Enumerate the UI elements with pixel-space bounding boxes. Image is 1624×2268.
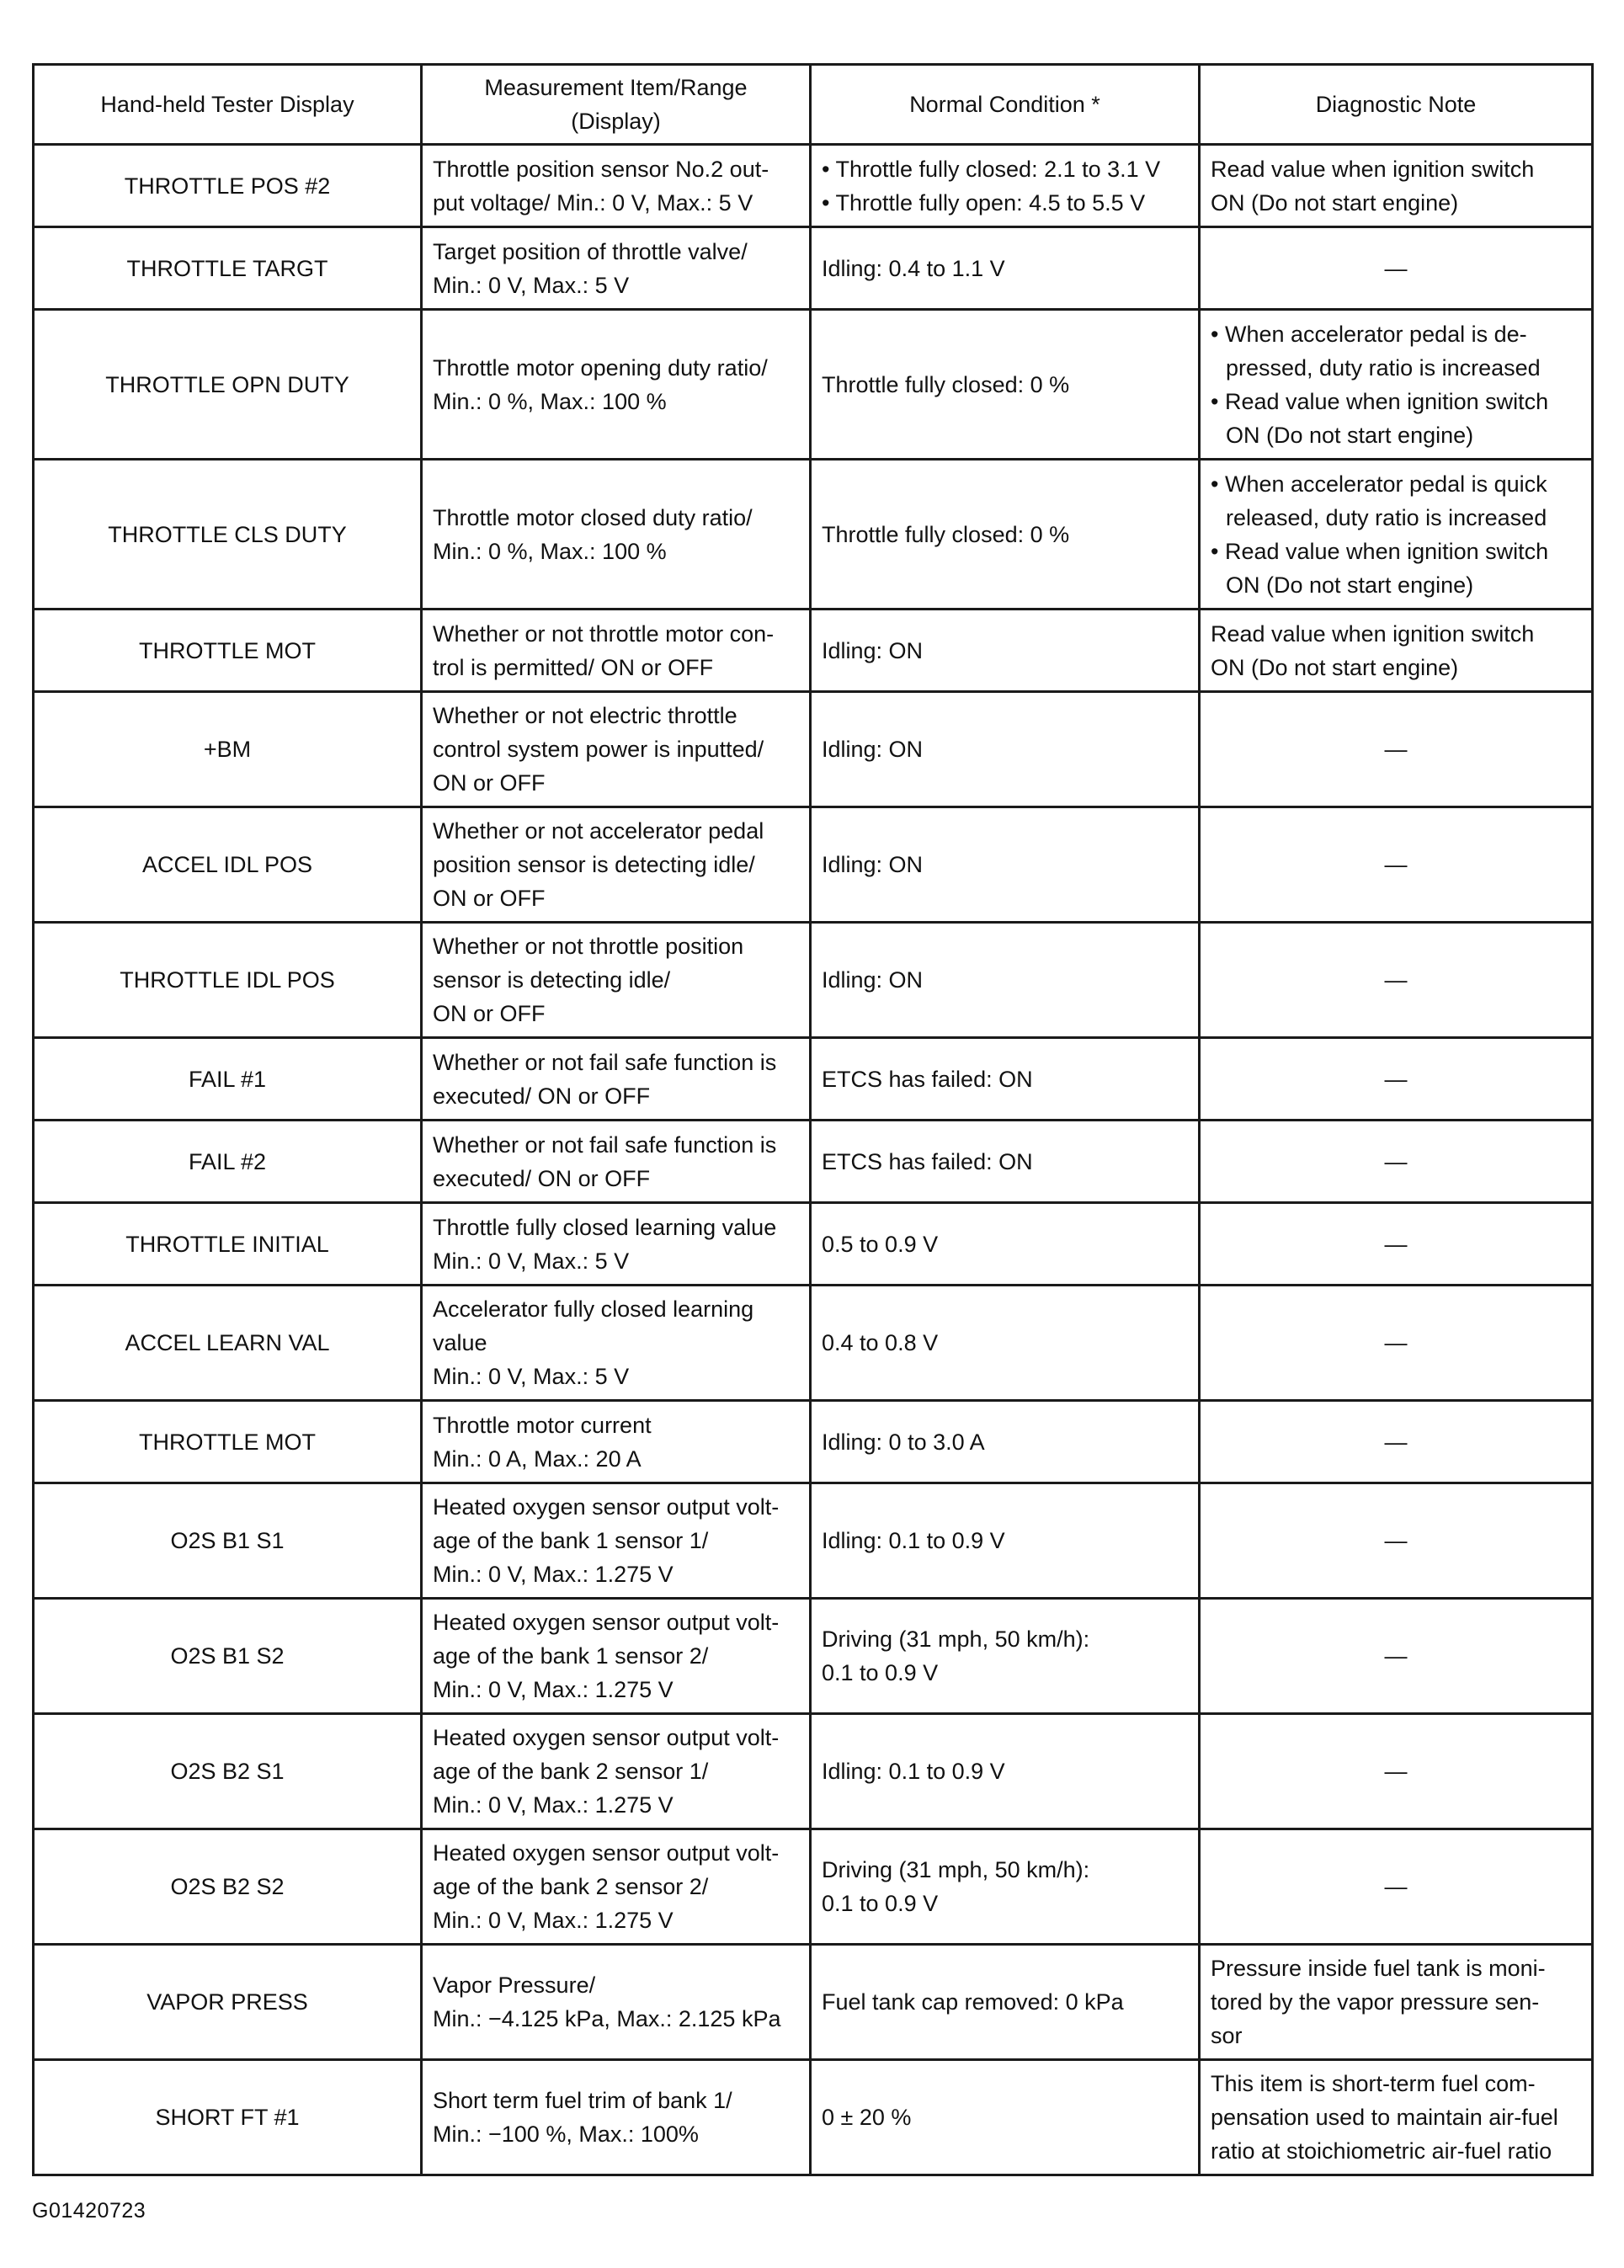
cell-text <box>1211 848 1581 881</box>
diagnostic-note-cell <box>1200 923 1593 1038</box>
cell-line: — <box>1384 1066 1408 1092</box>
cell-text <box>822 634 1188 668</box>
cell-line: Throttle position sensor No.2 out- <box>433 156 769 182</box>
cell-line: trol is permitted/ ON or OFF <box>433 654 714 680</box>
cell-line: — <box>1384 1330 1408 1355</box>
tester-display-cell: VAPOR PRESS <box>34 1945 422 2060</box>
diagnostic-note-cell <box>1200 227 1593 310</box>
header-normal-condition: Normal Condition * <box>811 65 1200 145</box>
tester-display-cell: THROTTLE OPN DUTY <box>34 310 422 460</box>
tester-display-cell: THROTTLE TARGT <box>34 227 422 310</box>
tester-display-cell: SHORT FT #1 <box>34 2060 422 2175</box>
cell-text <box>822 848 1188 881</box>
cell-line: • Throttle fully closed: 2.1 to 3.1 V <box>822 156 1161 182</box>
cell-line: Min.: 0 %, Max.: 100 % <box>433 538 667 564</box>
cell-text <box>822 252 1188 285</box>
measurement-range-cell <box>422 1286 811 1401</box>
cell-text <box>433 1490 799 1591</box>
cell-text <box>433 1046 799 1113</box>
cell-text <box>822 1754 1188 1788</box>
normal-condition-cell <box>811 1203 1200 1286</box>
tester-display-cell: O2S B2 S2 <box>34 1829 422 1945</box>
cell-line: pensation used to maintain air-fuel <box>1211 2105 1558 2130</box>
cell-line: ETCS has failed: ON <box>822 1148 1033 1174</box>
cell-line: Idling: 0.4 to 1.1 V <box>822 255 1005 281</box>
cell-line: age of the bank 1 sensor 2/ <box>433 1643 709 1669</box>
cell-text <box>822 1622 1188 1690</box>
cell-line: control system power is inputted/ <box>433 737 764 762</box>
cell-text <box>1211 963 1581 997</box>
cell-line: Min.: 0 V, Max.: 5 V <box>433 1364 630 1389</box>
table-row <box>34 310 1593 460</box>
cell-line: Idling: ON <box>822 637 924 663</box>
table-row <box>34 1599 1593 1714</box>
table-row <box>34 1203 1593 1286</box>
diagnostic-note-cell <box>1200 1945 1593 2060</box>
cell-text <box>1211 1227 1581 1261</box>
cell-line: Read value when ignition switch <box>1211 620 1535 647</box>
normal-condition-cell <box>811 1714 1200 1829</box>
cell-line: Idling: ON <box>822 852 924 877</box>
cell-line: — <box>1384 255 1408 281</box>
cell-line: pressed, duty ratio is increased <box>1226 354 1541 381</box>
cell-line: 0.4 to 0.8 V <box>822 1330 939 1355</box>
cell-text <box>433 1292 799 1393</box>
normal-condition-cell <box>811 1038 1200 1121</box>
measurement-range-cell <box>422 1945 811 2060</box>
cell-line: 0 ± 20 % <box>822 2105 912 2130</box>
cell-line: Heated oxygen sensor output volt- <box>433 1725 780 1750</box>
normal-condition-cell <box>811 145 1200 227</box>
cell-line: 0.5 to 0.9 V <box>822 1231 939 1257</box>
table-body <box>34 145 1593 2175</box>
cell-text <box>433 1836 799 1937</box>
measurement-range-cell <box>422 460 811 610</box>
cell-line: Idling: ON <box>822 737 924 762</box>
cell-line: • Read value when ignition switch <box>1211 538 1549 564</box>
tester-display-cell: O2S B1 S2 <box>34 1599 422 1714</box>
cell-line: • When accelerator pedal is quick <box>1211 471 1547 497</box>
cell-line: age of the bank 1 sensor 1/ <box>433 1528 709 1553</box>
cell-line: ratio at stoichiometric air-fuel ratio <box>1211 2138 1552 2164</box>
cell-line: executed/ ON or OFF <box>433 1083 651 1109</box>
cell-line: ON (Do not start engine) <box>1226 422 1474 448</box>
cell-text <box>1211 467 1581 602</box>
cell-text <box>822 1853 1188 1920</box>
cell-text <box>822 1145 1188 1179</box>
header-tester-display: Hand-held Tester Display <box>34 65 422 145</box>
cell-text <box>433 235 799 302</box>
cell-line: Pressure inside fuel tank is moni- <box>1211 1956 1546 1981</box>
table-row <box>34 1121 1593 1203</box>
header-measurement-line: (Display) <box>571 109 661 134</box>
diagnostic-note-cell <box>1200 692 1593 807</box>
diagnostic-note-cell <box>1200 1829 1593 1945</box>
tester-display-cell: THROTTLE MOT <box>34 610 422 692</box>
cell-line: Min.: 0 V, Max.: 1.275 V <box>433 1792 674 1818</box>
cell-line: Heated oxygen sensor output volt- <box>433 1840 780 1866</box>
cell-line: ON (Do not start engine) <box>1211 654 1459 680</box>
tester-display-cell: THROTTLE INITIAL <box>34 1203 422 1286</box>
diagnostic-note-cell <box>1200 610 1593 692</box>
cell-line: Whether or not throttle position <box>433 934 744 959</box>
normal-condition-cell <box>811 1401 1200 1483</box>
cell-line: age of the bank 2 sensor 2/ <box>433 1874 709 1899</box>
cell-line: Throttle motor closed duty ratio/ <box>433 504 753 530</box>
cell-text <box>822 1985 1188 2019</box>
cell-text <box>1211 1062 1581 1096</box>
tester-display-cell: ACCEL IDL POS <box>34 807 422 923</box>
table-row <box>34 1829 1593 1945</box>
cell-line: put voltage/ Min.: 0 V, Max.: 5 V <box>433 189 753 216</box>
cell-line: sor <box>1211 2023 1243 2048</box>
cell-line: Min.: −4.125 kPa, Max.: 2.125 kPa <box>433 2006 781 2031</box>
cell-line: Min.: 0 V, Max.: 1.275 V <box>433 1562 674 1587</box>
cell-line: Whether or not throttle motor con- <box>433 620 775 647</box>
tester-display-cell: THROTTLE MOT <box>34 1401 422 1483</box>
table-row <box>34 227 1593 310</box>
table-row <box>34 1286 1593 1401</box>
cell-line: Min.: −100 %, Max.: 100% <box>433 2122 699 2147</box>
cell-text <box>1211 1870 1581 1903</box>
measurement-range-cell <box>422 1599 811 1714</box>
cell-line: age of the bank 2 sensor 1/ <box>433 1759 709 1784</box>
diagnostic-note-cell <box>1200 1203 1593 1286</box>
cell-line: — <box>1384 1643 1408 1669</box>
measurement-range-cell <box>422 2060 811 2175</box>
table-row <box>34 1038 1593 1121</box>
cell-line: ON or OFF <box>433 770 546 796</box>
diagnostic-note-cell <box>1200 1038 1593 1121</box>
cell-text <box>433 814 799 915</box>
cell-text <box>822 152 1188 220</box>
table-row <box>34 460 1593 610</box>
header-measurement-line: Measurement Item/Range <box>484 75 748 100</box>
cell-text <box>822 368 1188 402</box>
cell-line: • Read value when ignition switch <box>1211 388 1549 414</box>
table-row <box>34 2060 1593 2175</box>
cell-line: Idling: 0 to 3.0 A <box>822 1429 985 1455</box>
diagnostic-note-cell <box>1200 1401 1593 1483</box>
measurement-range-cell <box>422 610 811 692</box>
cell-text <box>822 1227 1188 1261</box>
tester-display-cell: O2S B1 S1 <box>34 1483 422 1599</box>
table-row <box>34 1945 1593 2060</box>
cell-text <box>1211 317 1581 452</box>
cell-line: Vapor Pressure/ <box>433 1973 596 1998</box>
cell-text <box>433 1128 799 1195</box>
normal-condition-cell <box>811 1945 1200 2060</box>
cell-text <box>822 963 1188 997</box>
normal-condition-cell <box>811 1599 1200 1714</box>
normal-condition-cell <box>811 1286 1200 1401</box>
diagnostic-note-cell <box>1200 145 1593 227</box>
cell-text <box>1211 1425 1581 1459</box>
cell-line: Whether or not fail safe function is <box>433 1049 777 1075</box>
cell-text <box>822 1326 1188 1360</box>
cell-line: Min.: 0 V, Max.: 1.275 V <box>433 1908 674 1933</box>
cell-line: • When accelerator pedal is de- <box>1211 321 1527 347</box>
cell-line: Target position of throttle valve/ <box>433 238 748 264</box>
normal-condition-cell <box>811 1121 1200 1203</box>
table-row <box>34 610 1593 692</box>
table-row <box>34 692 1593 807</box>
cell-line: • Throttle fully open: 4.5 to 5.5 V <box>822 189 1146 216</box>
cell-line: Fuel tank cap removed: 0 kPa <box>822 1989 1124 2015</box>
normal-condition-cell <box>811 460 1200 610</box>
cell-text <box>433 1408 799 1476</box>
cell-line: Accelerator fully closed learning <box>433 1296 754 1322</box>
figure-id: G01420723 <box>32 2199 146 2223</box>
tester-display-cell: O2S B2 S1 <box>34 1714 422 1829</box>
cell-line: — <box>1384 1759 1408 1784</box>
cell-line: value <box>433 1330 487 1355</box>
measurement-range-cell <box>422 807 811 923</box>
diagnostic-note-cell <box>1200 460 1593 610</box>
cell-line: — <box>1384 1148 1408 1174</box>
normal-condition-cell <box>811 692 1200 807</box>
cell-text <box>433 1721 799 1822</box>
cell-text <box>433 1968 799 2036</box>
cell-text <box>1211 617 1581 684</box>
cell-line: Throttle motor current <box>433 1412 652 1438</box>
cell-line: Heated oxygen sensor output volt- <box>433 1494 780 1520</box>
measurement-range-cell <box>422 923 811 1038</box>
cell-text <box>1211 1951 1581 2052</box>
diagnostic-note-cell <box>1200 807 1593 923</box>
diagnostic-data-sheet <box>32 63 1591 2176</box>
table-row <box>34 1714 1593 1829</box>
measurement-range-cell <box>422 692 811 807</box>
table-row <box>34 1401 1593 1483</box>
header-row <box>34 65 1593 145</box>
normal-condition-cell <box>811 227 1200 310</box>
cell-line: sensor is detecting idle/ <box>433 967 671 993</box>
cell-text <box>1211 1639 1581 1673</box>
cell-line: This item is short-term fuel com- <box>1211 2071 1536 2096</box>
cell-line: Heated oxygen sensor output volt- <box>433 1610 780 1635</box>
cell-line: Whether or not electric throttle <box>433 703 737 728</box>
measurement-range-cell <box>422 145 811 227</box>
measurement-range-cell <box>422 1483 811 1599</box>
cell-line: ON or OFF <box>433 1001 546 1026</box>
tester-display-table <box>32 63 1594 2176</box>
cell-line: Throttle fully closed: 0 % <box>822 521 1070 547</box>
cell-line: tored by the vapor pressure sen- <box>1211 1989 1540 2015</box>
cell-line: Min.: 0 V, Max.: 1.275 V <box>433 1677 674 1702</box>
cell-line: Driving (31 mph, 50 km/h): <box>822 1626 1090 1652</box>
cell-line: Min.: 0 A, Max.: 20 A <box>433 1445 642 1472</box>
cell-line: Throttle fully closed: 0 % <box>822 371 1070 397</box>
cell-text <box>433 501 799 568</box>
cell-line: Throttle fully closed learning value <box>433 1214 777 1240</box>
diagnostic-note-cell <box>1200 310 1593 460</box>
measurement-range-cell <box>422 1121 811 1203</box>
measurement-range-cell <box>422 1401 811 1483</box>
tester-display-cell: +BM <box>34 692 422 807</box>
tester-display-cell: FAIL #2 <box>34 1121 422 1203</box>
cell-line: — <box>1384 1429 1408 1455</box>
cell-line: ON or OFF <box>433 886 546 911</box>
diagnostic-note-cell <box>1200 1286 1593 1401</box>
cell-line: Min.: 0 V, Max.: 5 V <box>433 1248 630 1274</box>
tester-display-cell: FAIL #1 <box>34 1038 422 1121</box>
cell-text <box>1211 152 1581 220</box>
table-row <box>34 807 1593 923</box>
cell-text <box>822 1425 1188 1459</box>
cell-line: — <box>1384 1528 1408 1553</box>
cell-line: Idling: ON <box>822 967 924 993</box>
normal-condition-cell <box>811 807 1200 923</box>
header-diagnostic-note: Diagnostic Note <box>1200 65 1593 145</box>
cell-text <box>1211 252 1581 285</box>
cell-line: Whether or not fail safe function is <box>433 1131 777 1158</box>
cell-text <box>433 152 799 220</box>
cell-line: 0.1 to 0.9 V <box>822 1660 939 1685</box>
diagnostic-note-cell <box>1200 1483 1593 1599</box>
cell-line: Short term fuel trim of bank 1/ <box>433 2088 732 2113</box>
measurement-range-cell <box>422 227 811 310</box>
normal-condition-cell <box>811 310 1200 460</box>
table-row <box>34 145 1593 227</box>
diagnostic-note-cell <box>1200 1599 1593 1714</box>
cell-line: Whether or not accelerator pedal <box>433 818 764 844</box>
normal-condition-cell <box>811 1483 1200 1599</box>
cell-text <box>1211 1145 1581 1179</box>
measurement-range-cell <box>422 1714 811 1829</box>
diagnostic-note-cell <box>1200 1121 1593 1203</box>
table-row <box>34 923 1593 1038</box>
cell-line: released, duty ratio is increased <box>1226 504 1547 530</box>
cell-line: position sensor is detecting idle/ <box>433 852 755 877</box>
normal-condition-cell <box>811 1829 1200 1945</box>
cell-line: 0.1 to 0.9 V <box>822 1891 939 1916</box>
cell-text <box>433 2084 799 2151</box>
cell-line: Read value when ignition switch <box>1211 156 1535 182</box>
cell-text <box>1211 1326 1581 1360</box>
measurement-range-cell <box>422 310 811 460</box>
cell-line: Idling: 0.1 to 0.9 V <box>822 1528 1005 1553</box>
cell-line: executed/ ON or OFF <box>433 1165 651 1191</box>
measurement-range-cell <box>422 1203 811 1286</box>
cell-text <box>433 929 799 1030</box>
cell-line: ON (Do not start engine) <box>1226 572 1474 598</box>
diagnostic-note-cell <box>1200 1714 1593 1829</box>
cell-text <box>822 1524 1188 1557</box>
cell-text <box>822 2100 1188 2134</box>
cell-line: Throttle motor opening duty ratio/ <box>433 354 768 381</box>
cell-text <box>1211 1754 1581 1788</box>
tester-display-cell: THROTTLE IDL POS <box>34 923 422 1038</box>
normal-condition-cell <box>811 610 1200 692</box>
cell-text <box>433 1211 799 1278</box>
cell-line: — <box>1384 967 1408 993</box>
normal-condition-cell <box>811 923 1200 1038</box>
cell-line: Min.: 0 V, Max.: 5 V <box>433 272 630 298</box>
cell-text <box>1211 732 1581 766</box>
tester-display-cell: THROTTLE CLS DUTY <box>34 460 422 610</box>
cell-line: ON (Do not start engine) <box>1211 189 1459 216</box>
cell-line: ETCS has failed: ON <box>822 1066 1033 1092</box>
diagnostic-note-cell <box>1200 2060 1593 2175</box>
cell-text <box>822 732 1188 766</box>
measurement-range-cell <box>422 1829 811 1945</box>
normal-condition-cell <box>811 2060 1200 2175</box>
cell-text <box>1211 2067 1581 2168</box>
cell-line: Idling: 0.1 to 0.9 V <box>822 1759 1005 1784</box>
table-row <box>34 1483 1593 1599</box>
cell-line: — <box>1384 1231 1408 1257</box>
cell-line: Min.: 0 %, Max.: 100 % <box>433 388 667 414</box>
cell-line: — <box>1384 1874 1408 1899</box>
cell-line: — <box>1384 852 1408 877</box>
cell-text <box>822 518 1188 551</box>
measurement-range-cell <box>422 1038 811 1121</box>
cell-line: Driving (31 mph, 50 km/h): <box>822 1857 1090 1882</box>
cell-text <box>822 1062 1188 1096</box>
cell-text <box>433 699 799 800</box>
cell-text <box>433 1605 799 1706</box>
cell-text <box>433 351 799 418</box>
cell-text <box>1211 1524 1581 1557</box>
cell-line: — <box>1384 737 1408 762</box>
tester-display-cell: THROTTLE POS #2 <box>34 145 422 227</box>
header-measurement-item <box>422 65 811 145</box>
cell-text <box>433 617 799 684</box>
tester-display-cell: ACCEL LEARN VAL <box>34 1286 422 1401</box>
